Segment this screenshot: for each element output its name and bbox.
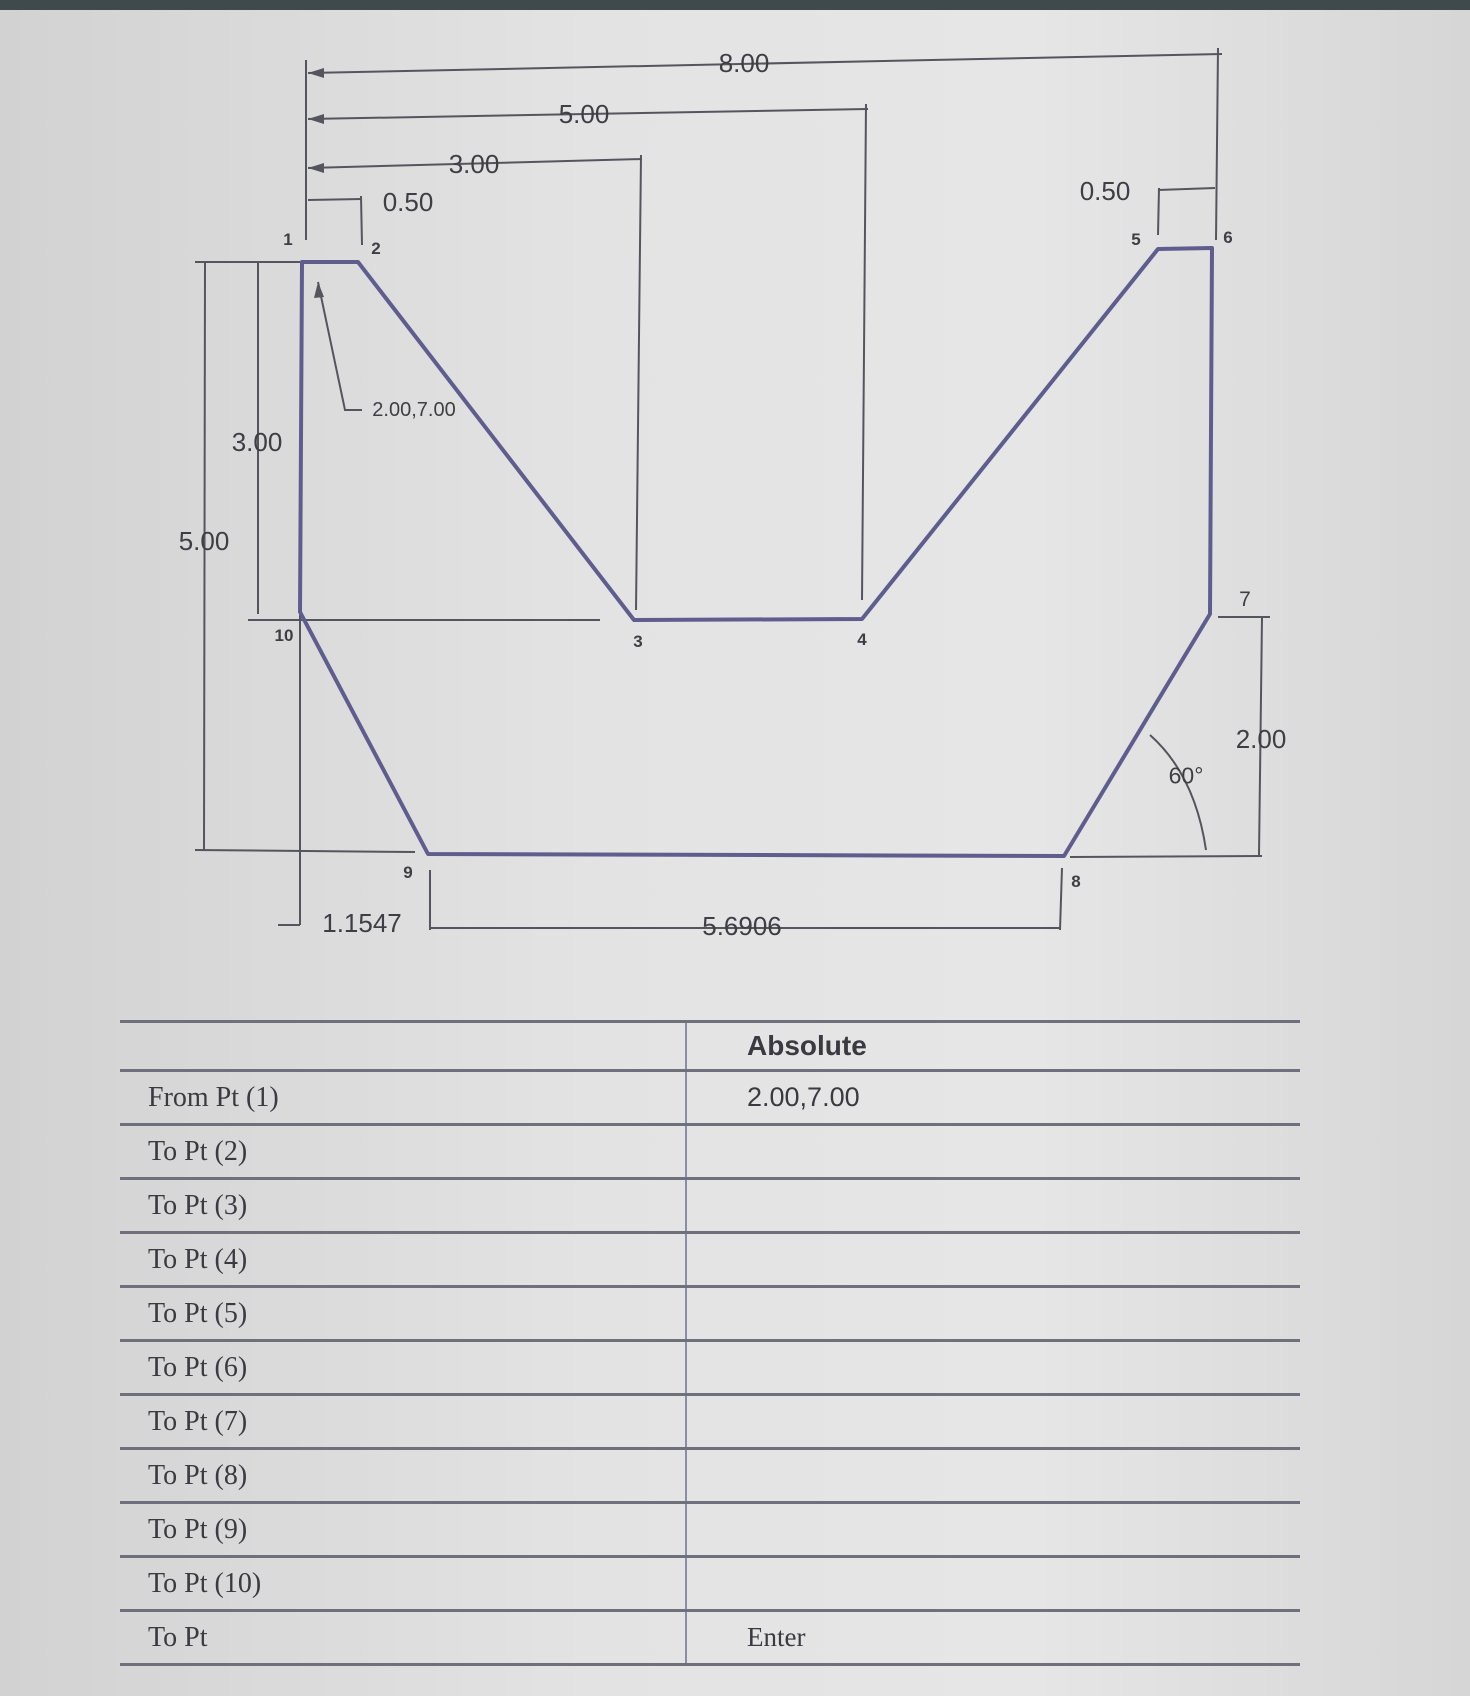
arrowhead xyxy=(308,114,324,124)
row-label: To Pt xyxy=(120,1611,686,1665)
extension-line-pt3 xyxy=(636,155,641,610)
row-value[interactable] xyxy=(686,1233,1300,1287)
row-label: To Pt (6) xyxy=(120,1341,686,1395)
label-overall-width: 8.00 xyxy=(718,48,770,78)
row-value[interactable] xyxy=(686,1395,1300,1449)
extension-line-bottom-right xyxy=(1070,856,1262,857)
row-value[interactable]: Enter xyxy=(686,1611,1300,1665)
table-row xyxy=(120,1395,1300,1449)
table-header-blank xyxy=(120,1022,686,1071)
point-label-3: 3 xyxy=(633,632,643,651)
label-bottom-offset: 1.1547 xyxy=(322,908,402,938)
row-label: To Pt (9) xyxy=(120,1503,686,1557)
point-label-5: 5 xyxy=(1131,230,1141,249)
row-label: To Pt (4) xyxy=(120,1233,686,1287)
extension-line-chamfer-left xyxy=(361,196,362,245)
extension-line-bottom-left xyxy=(195,850,415,852)
angle-arc xyxy=(1150,735,1206,850)
point-label-7: 7 xyxy=(1239,588,1251,611)
row-value[interactable] xyxy=(686,1341,1300,1395)
table-row xyxy=(120,1449,1300,1503)
label-width-to-pt3: 3.00 xyxy=(448,149,500,179)
leader-line-start-coord xyxy=(318,282,362,410)
table-header-row xyxy=(120,1022,1300,1071)
table-row xyxy=(120,1071,1300,1125)
arrowhead xyxy=(308,163,324,173)
label-angle: 60° xyxy=(1168,762,1204,789)
coordinate-table xyxy=(120,1020,1300,1666)
point-label-1: 1 xyxy=(283,230,293,249)
table-row xyxy=(120,1125,1300,1179)
point-label-10: 10 xyxy=(274,626,294,645)
dim-line-chamfer-left xyxy=(308,199,362,200)
label-right-height: 2.00 xyxy=(1235,724,1287,754)
label-chamfer-left: 0.50 xyxy=(382,187,434,217)
row-value[interactable] xyxy=(686,1179,1300,1233)
dim-line-height-total xyxy=(204,262,205,850)
row-label: To Pt (5) xyxy=(120,1287,686,1341)
row-label: To Pt (8) xyxy=(120,1449,686,1503)
extension-line-pt8-down xyxy=(1060,868,1062,930)
table-row xyxy=(120,1557,1300,1611)
dim-line-chamfer-right xyxy=(1158,188,1215,190)
extension-line-overall-right xyxy=(1216,48,1218,240)
row-value[interactable] xyxy=(686,1287,1300,1341)
label-height-small: 3.00 xyxy=(231,427,283,457)
arrowhead xyxy=(308,68,324,78)
row-label: To Pt (7) xyxy=(120,1395,686,1449)
label-bottom-length: 5.6906 xyxy=(702,911,782,941)
label-chamfer-right: 0.50 xyxy=(1079,176,1131,206)
row-label: To Pt (10) xyxy=(120,1557,686,1611)
table-row xyxy=(120,1287,1300,1341)
extension-line-pt4 xyxy=(862,104,866,600)
label-start-coord: 2.00,7.00 xyxy=(372,399,456,421)
table-row xyxy=(120,1233,1300,1287)
point-label-8: 8 xyxy=(1071,872,1081,891)
row-label: To Pt (2) xyxy=(120,1125,686,1179)
point-label-4: 4 xyxy=(857,630,867,649)
extension-line-chamfer-right xyxy=(1158,188,1159,235)
row-label: To Pt (3) xyxy=(120,1179,686,1233)
table-row xyxy=(120,1611,1300,1665)
table-row xyxy=(120,1179,1300,1233)
row-value[interactable] xyxy=(686,1503,1300,1557)
row-value[interactable] xyxy=(686,1449,1300,1503)
row-value[interactable] xyxy=(686,1557,1300,1611)
row-value[interactable] xyxy=(686,1125,1300,1179)
table-row xyxy=(120,1341,1300,1395)
table-header-absolute: Absolute xyxy=(686,1022,1300,1071)
point-label-6: 6 xyxy=(1223,228,1233,247)
label-width-to-pt4: 5.00 xyxy=(558,99,610,129)
point-label-2: 2 xyxy=(371,239,381,258)
label-height-total: 5.00 xyxy=(178,526,230,556)
row-value[interactable]: 2.00,7.00 xyxy=(686,1071,1300,1125)
part-outline xyxy=(300,248,1212,856)
point-label-9: 9 xyxy=(403,863,413,882)
row-label: From Pt (1) xyxy=(120,1071,686,1125)
table-row xyxy=(120,1503,1300,1557)
